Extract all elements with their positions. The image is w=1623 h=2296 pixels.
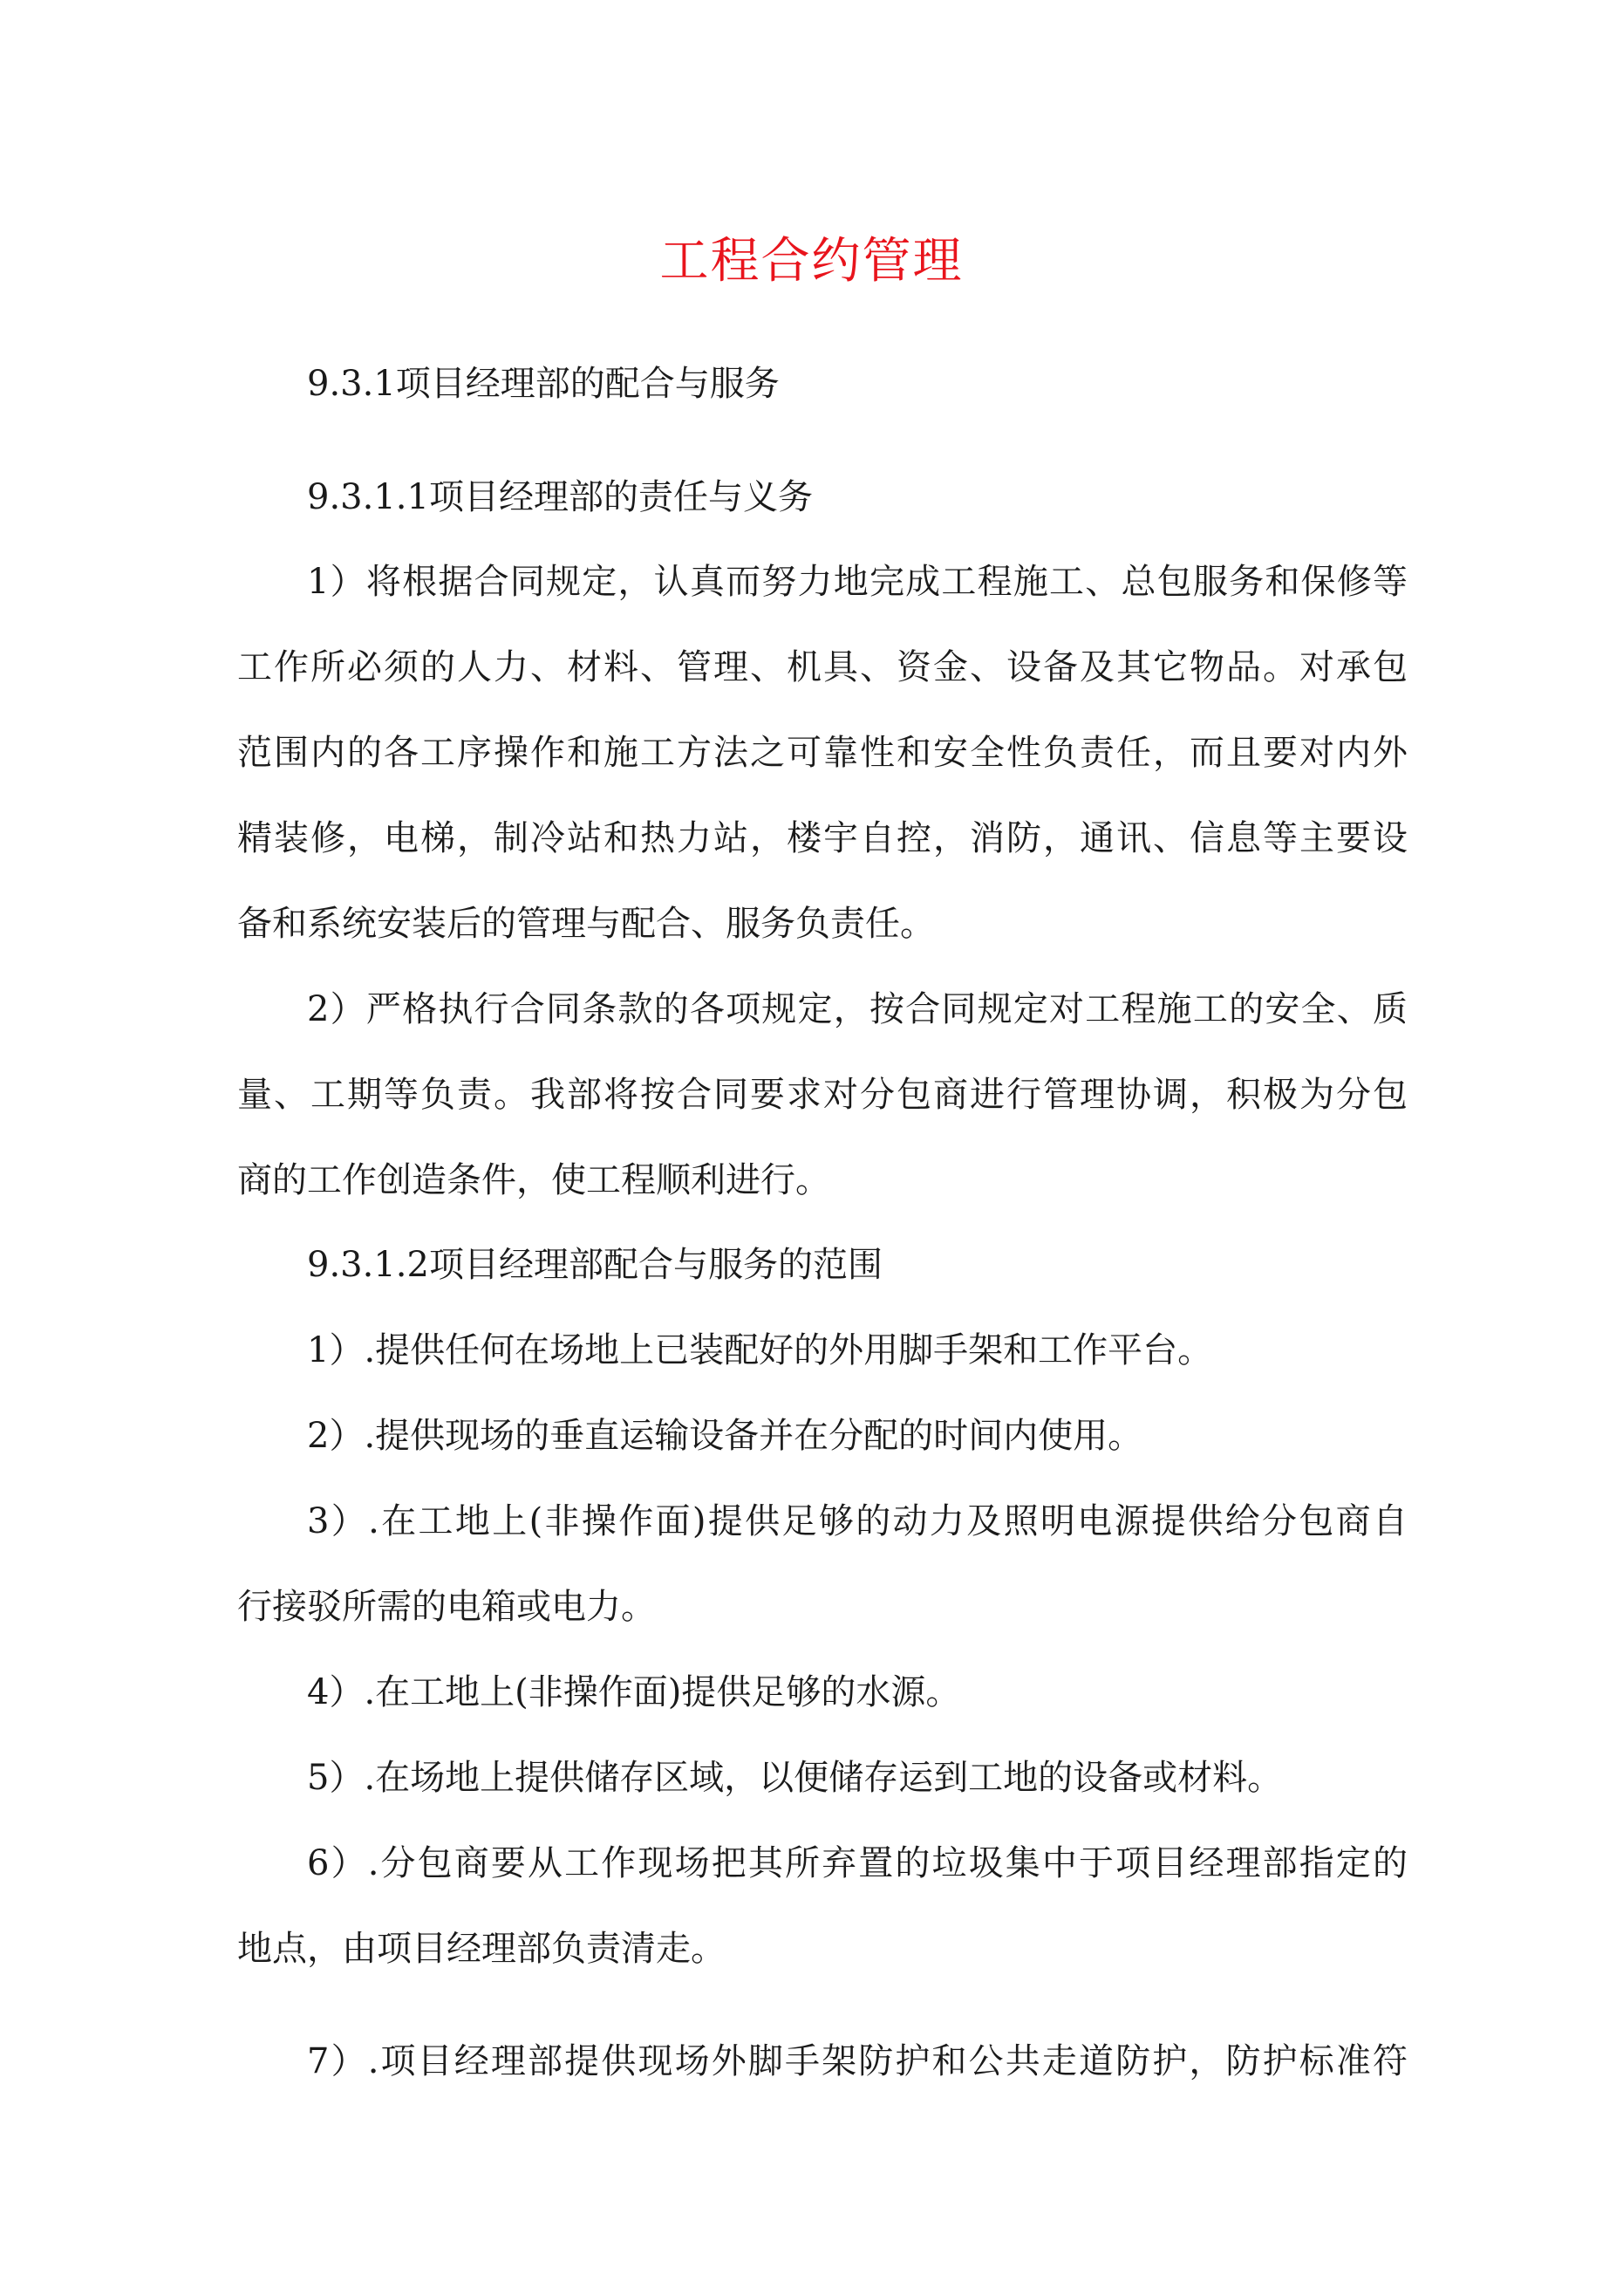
paragraph-line: 精装修，电梯，制冷站和热力站，楼宇自控，消防，通讯、信息等主要设 bbox=[237, 818, 1408, 858]
document-title: 工程合约管理 bbox=[659, 233, 964, 290]
list-item: 3）.在工地上(非操作面)提供足够的动力及照明电源提供给分包商自 bbox=[307, 1501, 1408, 1541]
list-item: 5）.在场地上提供储存区域，以便储存运到工地的设备或材料。 bbox=[307, 1758, 1283, 1798]
paragraph-line: 1）将根据合同规定，认真而努力地完成工程施工、总包服务和保修等 bbox=[307, 562, 1408, 602]
subsection-heading: 9.3.1.2项目经理部配合与服务的范围 bbox=[307, 1245, 883, 1285]
paragraph-line: 2）严格执行合同条款的各项规定，按合同规定对工程施工的安全、质 bbox=[307, 989, 1408, 1029]
paragraph-line: 商的工作创造条件，使工程顺利进行。 bbox=[237, 1160, 830, 1200]
list-item: 2）.提供现场的垂直运输设备并在分配的时间内使用。 bbox=[307, 1416, 1143, 1456]
list-item: 1）.提供任何在场地上已装配好的外用脚手架和工作平台。 bbox=[307, 1330, 1213, 1370]
list-item: 7）.项目经理部提供现场外脚手架防护和公共走道防护，防护标准符 bbox=[307, 2041, 1408, 2081]
list-item-continuation: 行接驳所需的电箱或电力。 bbox=[237, 1587, 656, 1627]
list-item: 6）.分包商要从工作现场把其所弃置的垃圾集中于项目经理部指定的 bbox=[307, 1843, 1408, 1883]
paragraph-line: 范围内的各工序操作和施工方法之可靠性和安全性负责任，而且要对内外 bbox=[237, 733, 1408, 773]
list-item: 4）.在工地上(非操作面)提供足够的水源。 bbox=[307, 1672, 961, 1712]
paragraph-line: 工作所必须的人力、材料、管理、机具、资金、设备及其它物品。对承包 bbox=[237, 647, 1408, 687]
paragraph-line: 备和系统安装后的管理与配合、服务负责任。 bbox=[237, 904, 935, 944]
list-item-continuation: 地点，由项目经理部负责清走。 bbox=[237, 1929, 726, 1969]
subsection-heading: 9.3.1.1项目经理部的责任与义务 bbox=[307, 477, 813, 517]
section-heading: 9.3.1项目经理部的配合与服务 bbox=[307, 364, 780, 404]
paragraph-line: 量、工期等负责。我部将按合同要求对分包商进行管理协调，积极为分包 bbox=[237, 1075, 1408, 1115]
